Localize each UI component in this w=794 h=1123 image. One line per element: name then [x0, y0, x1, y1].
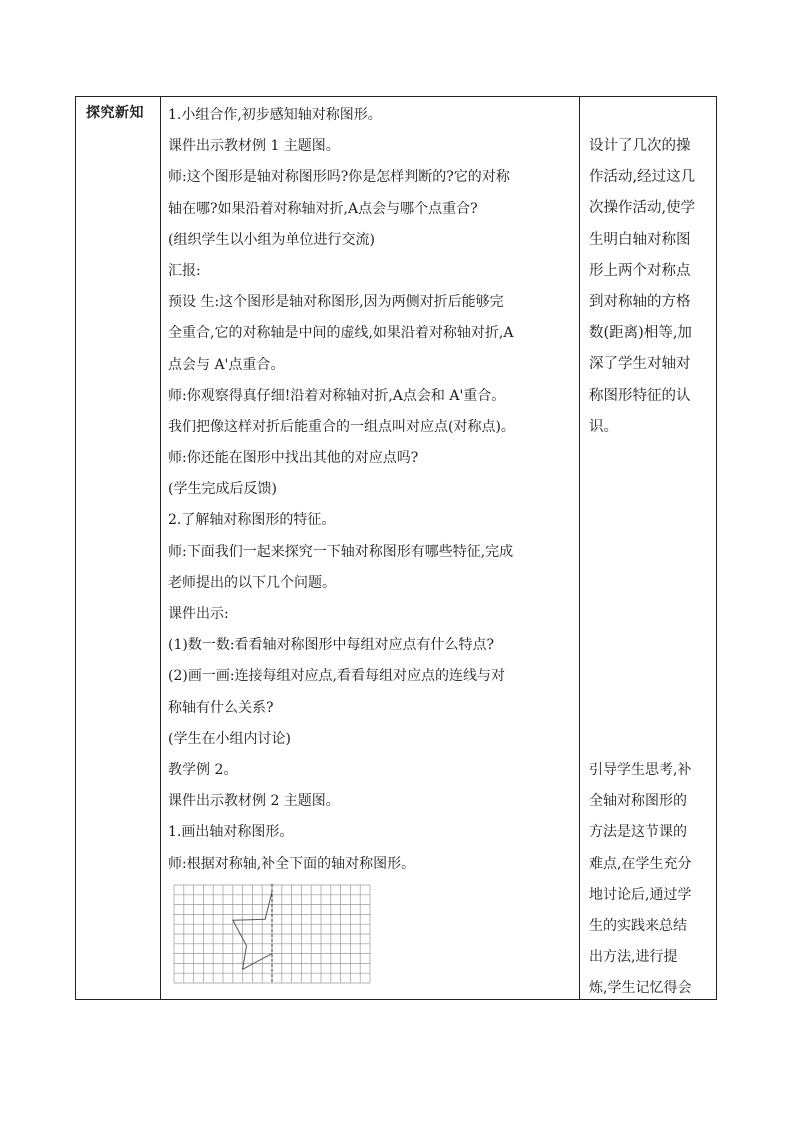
design-note-2 — [589, 755, 714, 1005]
note-line: 方法是这节课的 — [589, 824, 687, 841]
text-line: 师:你还能在图形中找出其他的对应点吗? — [168, 450, 419, 467]
text-line: 师:根据对称轴,补全下面的轴对称图形。 — [168, 855, 416, 872]
text-line: 称轴有什么关系? — [168, 699, 274, 716]
text-line: (2)画一画:连接每组对应点,看看每组对应点的连线与对 — [168, 668, 505, 685]
teaching-process-column — [168, 100, 568, 880]
text-line: 轴在哪?如果沿着对称轴对折,A点会与哪个点重合? — [168, 200, 478, 217]
note-line: 难点,在学生充分 — [589, 855, 692, 872]
note-line: 全轴对称图形的 — [589, 793, 687, 810]
section-label: 探究新知 — [86, 105, 144, 121]
text-line: (1)数一数:看看轴对称图形中每组对应点有什么特点? — [168, 637, 495, 654]
text-line: 1.画出轴对称图形。 — [168, 824, 294, 841]
note-line: 数(距离)相等,加 — [589, 325, 692, 342]
lesson-table — [75, 96, 717, 1000]
note-line: 地讨论后,通过学 — [589, 886, 692, 903]
note-line: 次操作活动,使学 — [589, 200, 696, 217]
text-line: (学生完成后反馈) — [168, 481, 277, 498]
note-line: 生的实践来总结 — [589, 917, 687, 934]
note-line: 识。 — [589, 418, 618, 435]
note-line: 引导学生思考,补 — [589, 762, 692, 778]
text-line: 老师提出的以下几个问题。 — [168, 574, 336, 591]
text-line: 课件出示教材例 2 主题图。 — [168, 793, 340, 810]
text-line: 课件出示教材例 1 主题图。 — [168, 138, 340, 155]
text-line: 预设 生:这个图形是轴对称图形,因为两侧对折后能够完 — [168, 294, 504, 311]
note-line: 形上两个对称点 — [589, 262, 691, 279]
text-line: (学生在小组内讨论) — [168, 730, 291, 747]
text-line: 师:你观察得真仔细!沿着对称轴对折,A点会和 A'重合。 — [168, 387, 506, 404]
note-line: 到对称轴的方格 — [589, 293, 691, 310]
note-line: 出方法,进行提 — [589, 949, 678, 966]
text-line: 师:这个图形是轴对称图形吗?你是怎样判断的?它的对称 — [168, 169, 510, 186]
design-note-1 — [589, 131, 714, 443]
text-line: 2.了解轴对称图形的特征。 — [168, 512, 336, 529]
note-line: 生明白轴对称图 — [589, 231, 691, 248]
text-line: 课件出示: — [168, 606, 229, 622]
text-line: 汇报: — [168, 262, 201, 279]
text-line: 全重合,它的对称轴是中间的虚线,如果沿着对称轴对折,A — [168, 325, 514, 342]
column-divider — [160, 97, 161, 999]
text-line: (组织学生以小组为单位进行交流) — [168, 231, 375, 248]
note-line: 设计了几次的操 — [589, 138, 691, 154]
text-line: 教学例 2。 — [168, 761, 238, 778]
note-line: 炼,学生记忆得会 — [589, 980, 692, 997]
note-line: 作活动,经过这几 — [589, 169, 696, 186]
note-line: 深了学生对轴对 — [589, 356, 691, 373]
symmetry-grid-figure — [173, 884, 371, 992]
text-line: 点会与 A'点重合。 — [168, 356, 285, 373]
text-line: 1.小组合作,初步感知轴对称图形。 — [168, 107, 382, 123]
text-line: 我们把像这样对折后能重合的一组点叫对应点(对称点)。 — [168, 418, 515, 435]
column-divider — [579, 97, 580, 999]
note-line: 称图形特征的认 — [589, 387, 691, 404]
text-line: 师:下面我们一起来探究一下轴对称图形有哪些特征,完成 — [168, 543, 514, 560]
